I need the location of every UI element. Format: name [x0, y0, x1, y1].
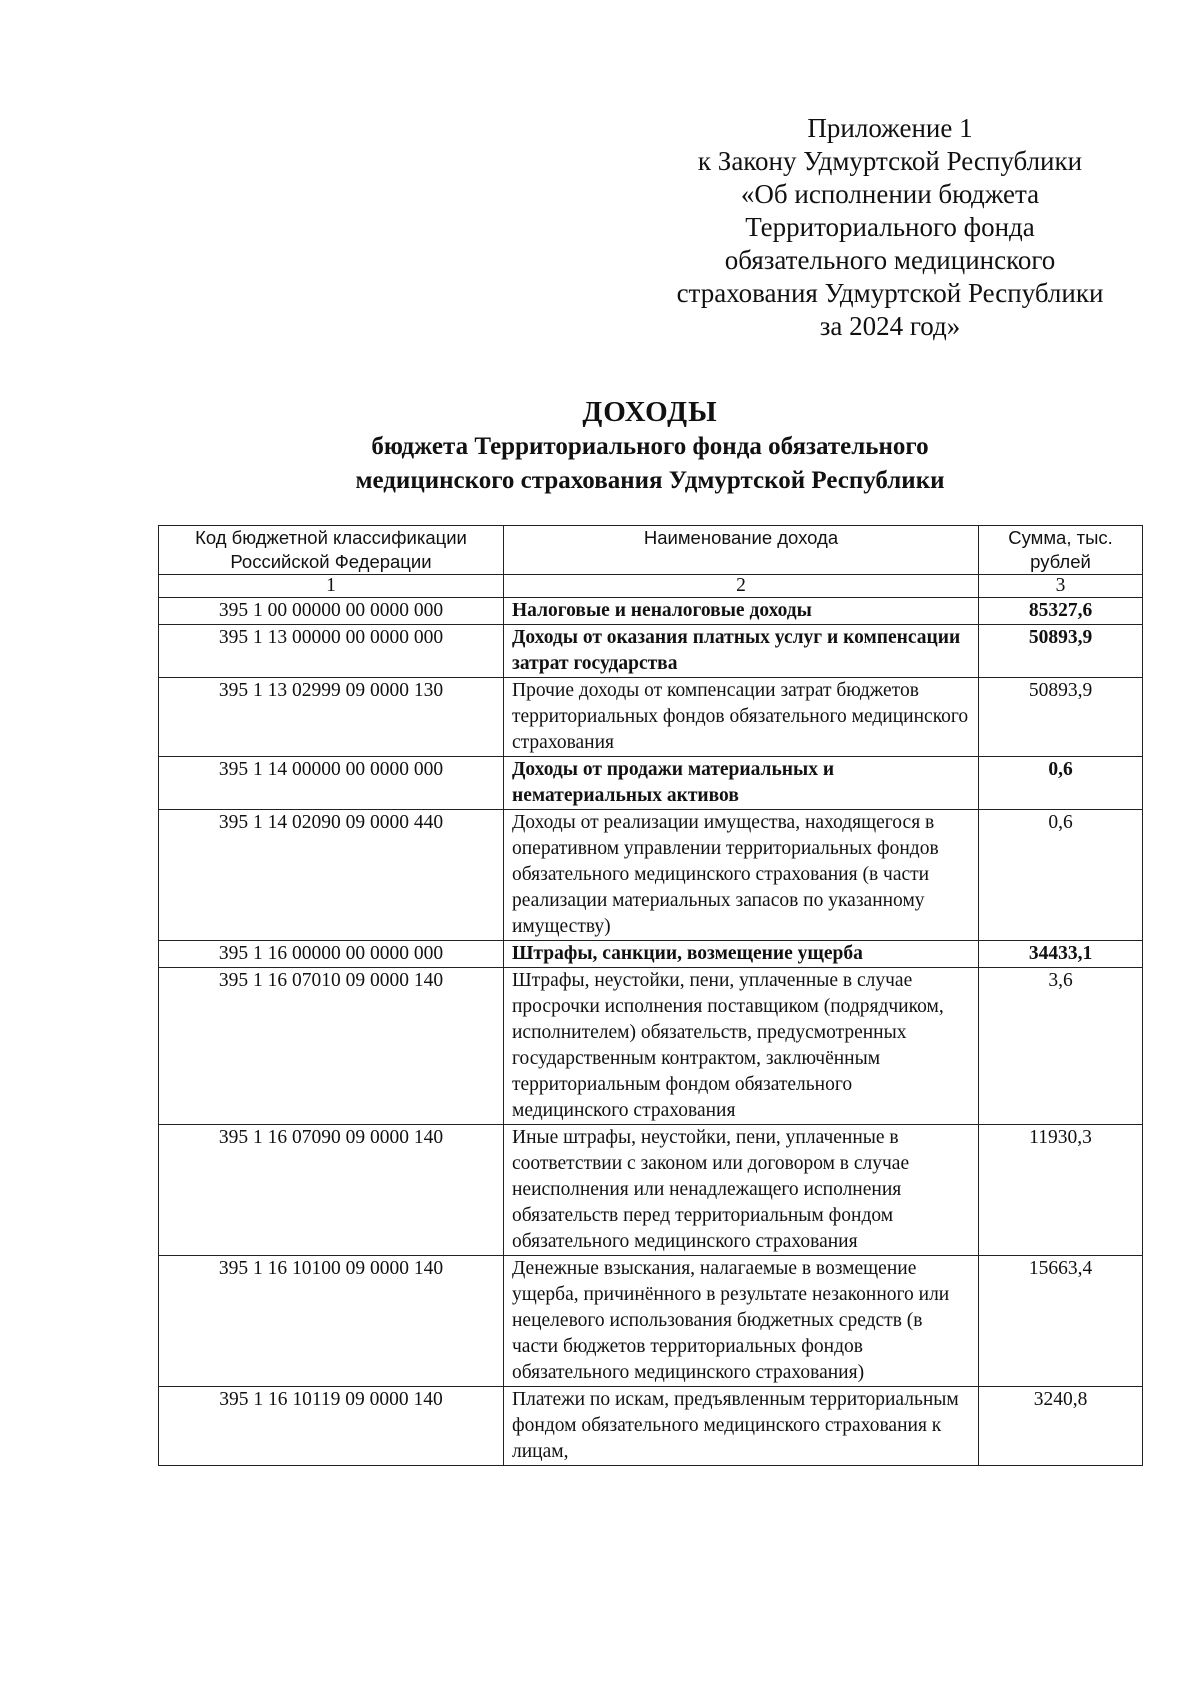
- appendix-line: «Об исполнении бюджета: [740, 179, 1040, 209]
- row-sum: 0,6: [979, 810, 1143, 941]
- row-sum: 50893,9: [979, 625, 1143, 678]
- row-name: Доходы от оказания платных услуг и компенсации затрат государства: [504, 625, 979, 678]
- row-code: 395 1 13 00000 00 0000 000: [159, 625, 504, 678]
- row-sum: 50893,9: [979, 678, 1143, 757]
- appendix-line: за 2024 год»: [819, 311, 961, 341]
- row-sum: 3,6: [979, 968, 1143, 1125]
- row-name: Штрафы, неустойки, пени, уплаченные в случае просрочки исполнения поставщиком (подрядчиком, исполнителем) обязательств, предусмотренных государственным контрактом, заключённым территориальным фондом обязательного медицинского страхования: [504, 968, 979, 1125]
- row-name: Иные штрафы, неустойки, пени, уплаченные в соответствии с законом или договором в случае неисполнения или ненадлежащего исполнения обязательств перед территориальным фондом обязательного медицинского страхования: [504, 1125, 979, 1256]
- row-code: 395 1 16 07090 09 0000 140: [159, 1125, 504, 1256]
- row-code: 395 1 16 10119 09 0000 140: [159, 1387, 504, 1466]
- table-header-row: [159, 526, 1143, 575]
- table-row: [159, 678, 1143, 757]
- column-number: 3: [979, 575, 1143, 598]
- column-number: 1: [159, 575, 504, 598]
- table-row: [159, 757, 1143, 810]
- row-code: 395 1 00 00000 00 0000 000: [159, 598, 504, 625]
- table-row: [159, 941, 1143, 968]
- title-main: ДОХОДЫ: [582, 396, 718, 428]
- title-subtitle-line-1: бюджета Территориального фонда обязательного: [371, 433, 929, 460]
- row-code: 395 1 16 00000 00 0000 000: [159, 941, 504, 968]
- column-number-row: [159, 575, 1143, 598]
- header-sum: Сумма, тыс. рублей: [979, 526, 1143, 575]
- appendix-line: к Закону Удмуртской Республики: [697, 146, 1083, 176]
- table-row: [159, 1125, 1143, 1256]
- document-title: [0, 394, 1200, 498]
- appendix-line: Территориального фонда: [745, 212, 1035, 242]
- row-code: 395 1 13 02999 09 0000 130: [159, 678, 504, 757]
- table-row: [159, 598, 1143, 625]
- row-name: Налоговые и неналоговые доходы: [504, 598, 979, 625]
- row-sum: 15663,4: [979, 1256, 1143, 1387]
- table-row: [159, 1387, 1143, 1466]
- row-code: 395 1 16 07010 09 0000 140: [159, 968, 504, 1125]
- table-row: [159, 968, 1143, 1125]
- appendix-line: обязательного медицинского: [724, 245, 1056, 275]
- title-subtitle-line-2: медицинского страхования Удмуртской Республики: [355, 467, 945, 494]
- column-number: 2: [504, 575, 979, 598]
- row-sum: 3240,8: [979, 1387, 1143, 1466]
- income-table: [158, 525, 1143, 1466]
- row-sum: 11930,3: [979, 1125, 1143, 1256]
- table-row: [159, 810, 1143, 941]
- row-name: Денежные взыскания, налагаемые в возмещение ущерба, причинённого в результате незаконного или нецелевого использования бюджетных средств (в части бюджетов территориальных фондов обязательного медицинского страхования): [504, 1256, 979, 1387]
- header-code: Код бюджетной классификации Российской Федерации: [159, 526, 504, 575]
- appendix-header: [640, 112, 1140, 343]
- appendix-line: страхования Удмуртской Республики: [676, 278, 1104, 308]
- row-code: 395 1 14 02090 09 0000 440: [159, 810, 504, 941]
- row-sum: 85327,6: [979, 598, 1143, 625]
- row-sum: 34433,1: [979, 941, 1143, 968]
- table-row: [159, 1256, 1143, 1387]
- appendix-line: Приложение 1: [807, 113, 973, 143]
- row-name: Доходы от продажи материальных и нематериальных активов: [504, 757, 979, 810]
- table-row: [159, 625, 1143, 678]
- row-sum: 0,6: [979, 757, 1143, 810]
- row-code: 395 1 16 10100 09 0000 140: [159, 1256, 504, 1387]
- row-name: Штрафы, санкции, возмещение ущерба: [504, 941, 979, 968]
- row-code: 395 1 14 00000 00 0000 000: [159, 757, 504, 810]
- row-name: Прочие доходы от компенсации затрат бюджетов территориальных фондов обязательного медицинского страхования: [504, 678, 979, 757]
- header-name: Наименование дохода: [504, 526, 979, 575]
- row-name: Доходы от реализации имущества, находящегося в оперативном управлении территориальных фондов обязательного медицинского страхования (в части реализации материальных запасов по указанному имуществу): [504, 810, 979, 941]
- row-name: Платежи по искам, предъявленным территориальным фондом обязательного медицинского страхования к лицам,: [504, 1387, 979, 1466]
